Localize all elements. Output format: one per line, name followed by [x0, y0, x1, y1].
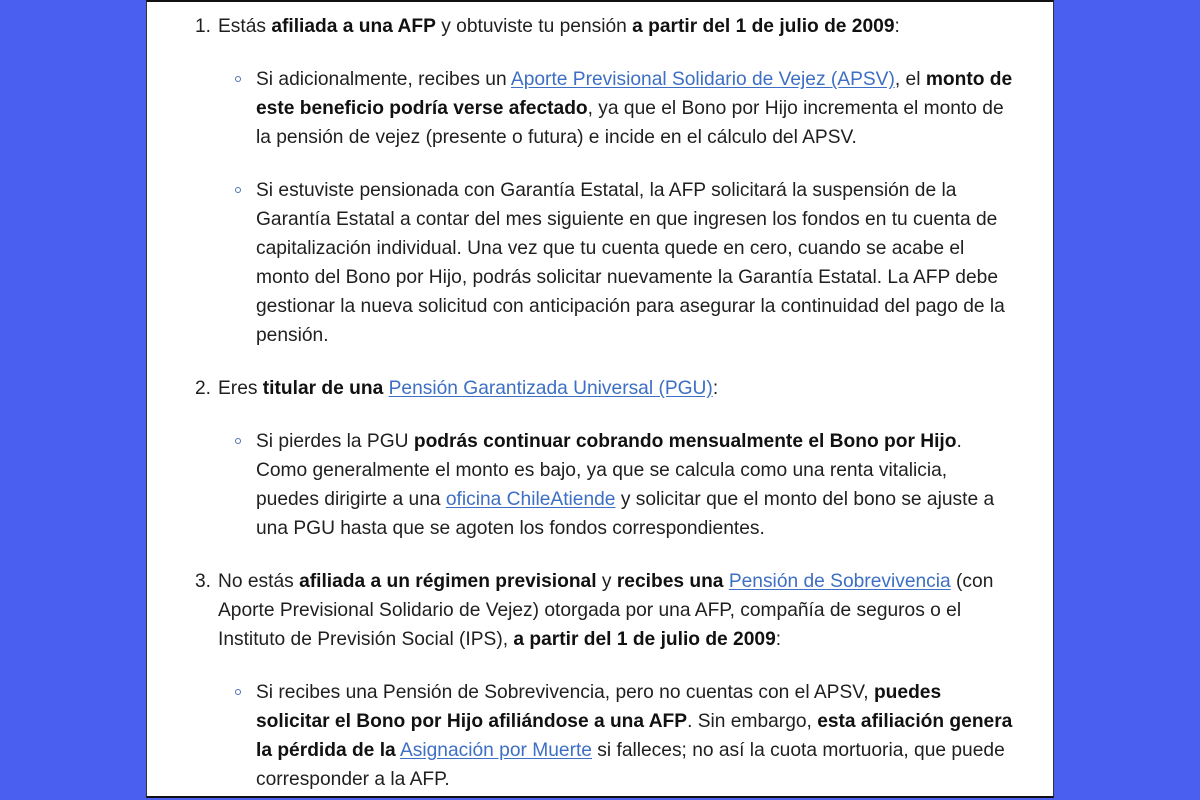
- text: . Sin embargo,: [687, 711, 818, 732]
- text: y solicitar que el monto del bono se ajuste a una PGU hasta que se agoten los fondos correspondientes.: [256, 489, 995, 539]
- sub-list: [218, 427, 1033, 543]
- text: :: [775, 629, 782, 650]
- text: , ya que el Bono por Hijo incrementa el monto de la pensión de vejez (presente o futura) e incide en el cálculo del APSV.: [256, 98, 1004, 148]
- item-heading: [218, 12, 1033, 41]
- sub-list: [218, 678, 1033, 794]
- pgu-link[interactable]: Pensión Garantizada Universal (PGU): [388, 378, 713, 399]
- bold-text: afiliada a una AFP: [271, 16, 436, 37]
- text: . Como generalmente el monto es bajo, ya que se calcula como una renta vitalicia, puedes dirigirte a una: [256, 431, 962, 510]
- text: , el: [894, 69, 926, 90]
- text: Eres: [218, 378, 263, 399]
- document-page: [146, 0, 1054, 798]
- apsv-link[interactable]: Aporte Previsional Solidario de Vejez (APSV): [510, 69, 895, 90]
- bold-text: a partir del 1 de julio de 2009: [632, 16, 895, 37]
- list-item-3: [147, 567, 1053, 794]
- text: Si pierdes la PGU: [256, 431, 414, 452]
- text: :: [712, 378, 719, 399]
- text: (con Aporte Previsional Solidario de Vejez) otorgada por una AFP, compañía de seguros o el Instituto de Previsión Social (IPS),: [218, 571, 994, 650]
- list-item-2: [147, 374, 1053, 543]
- sub-list: [218, 65, 1033, 350]
- sub-list-item: [218, 65, 1033, 152]
- bold-text: recibes una: [616, 571, 724, 592]
- item-heading: [218, 567, 1033, 654]
- bold-text: esta afiliación genera la pérdida de la: [256, 711, 1013, 761]
- text: Estás: [218, 16, 272, 37]
- text: No estás: [218, 571, 300, 592]
- text: si falleces; no así la cuota mortuoria, que puede corresponder a la AFP.: [256, 740, 1005, 790]
- text: y obtuviste tu pensión: [435, 16, 633, 37]
- circle-bullet-icon: [235, 187, 241, 193]
- chileatiende-link[interactable]: oficina ChileAtiende: [445, 489, 616, 510]
- bold-text: monto de este beneficio podría verse afectado: [256, 69, 1013, 119]
- circle-bullet-icon: [235, 76, 241, 82]
- pension-sobrevivencia-link[interactable]: Pensión de Sobrevivencia: [728, 571, 951, 592]
- circle-bullet-icon: [235, 689, 241, 695]
- item-number: 1.: [195, 16, 212, 37]
- item-number: 2.: [195, 378, 212, 399]
- asignacion-muerte-link[interactable]: Asignación por Muerte: [399, 740, 592, 761]
- bold-text: titular de una: [262, 378, 384, 399]
- text: Si estuviste pensionada con Garantía Estatal, la AFP solicitará la suspensión de la Garantía Estatal a contar del mes siguiente en que ingresen los fondos en tu cuenta de capitalización individual. Una vez que tu cuenta quede en cero, cuando se acabe el monto del Bono por Hijo, podrás solicitar nuevamente la Garantía Estatal. La AFP debe gestionar la nueva solicitud con anticipación para asegurar la continuidad del pago de la pensión.: [256, 180, 1005, 346]
- item-heading: [218, 374, 1033, 403]
- bold-text: podrás continuar cobrando mensualmente el Bono por Hijo: [413, 431, 957, 452]
- list-item-1: [147, 12, 1053, 350]
- sub-list-item: [218, 678, 1033, 794]
- text: :: [894, 16, 900, 37]
- text: Si recibes una Pensión de Sobrevivencia, pero no cuentas con el APSV,: [256, 682, 874, 703]
- bold-text: a partir del 1 de julio de 2009: [513, 629, 776, 650]
- text: Si adicionalmente, recibes un: [256, 69, 511, 90]
- text: y: [596, 571, 617, 592]
- sub-list-item: [218, 427, 1033, 543]
- bold-text: puedes solicitar el Bono por Hijo afiliándose a una AFP: [256, 682, 942, 732]
- conditions-list: [147, 12, 1053, 794]
- bold-text: afiliada a un régimen previsional: [299, 571, 597, 592]
- circle-bullet-icon: [235, 438, 241, 444]
- item-number: 3.: [195, 571, 212, 592]
- sub-list-item: [218, 176, 1033, 350]
